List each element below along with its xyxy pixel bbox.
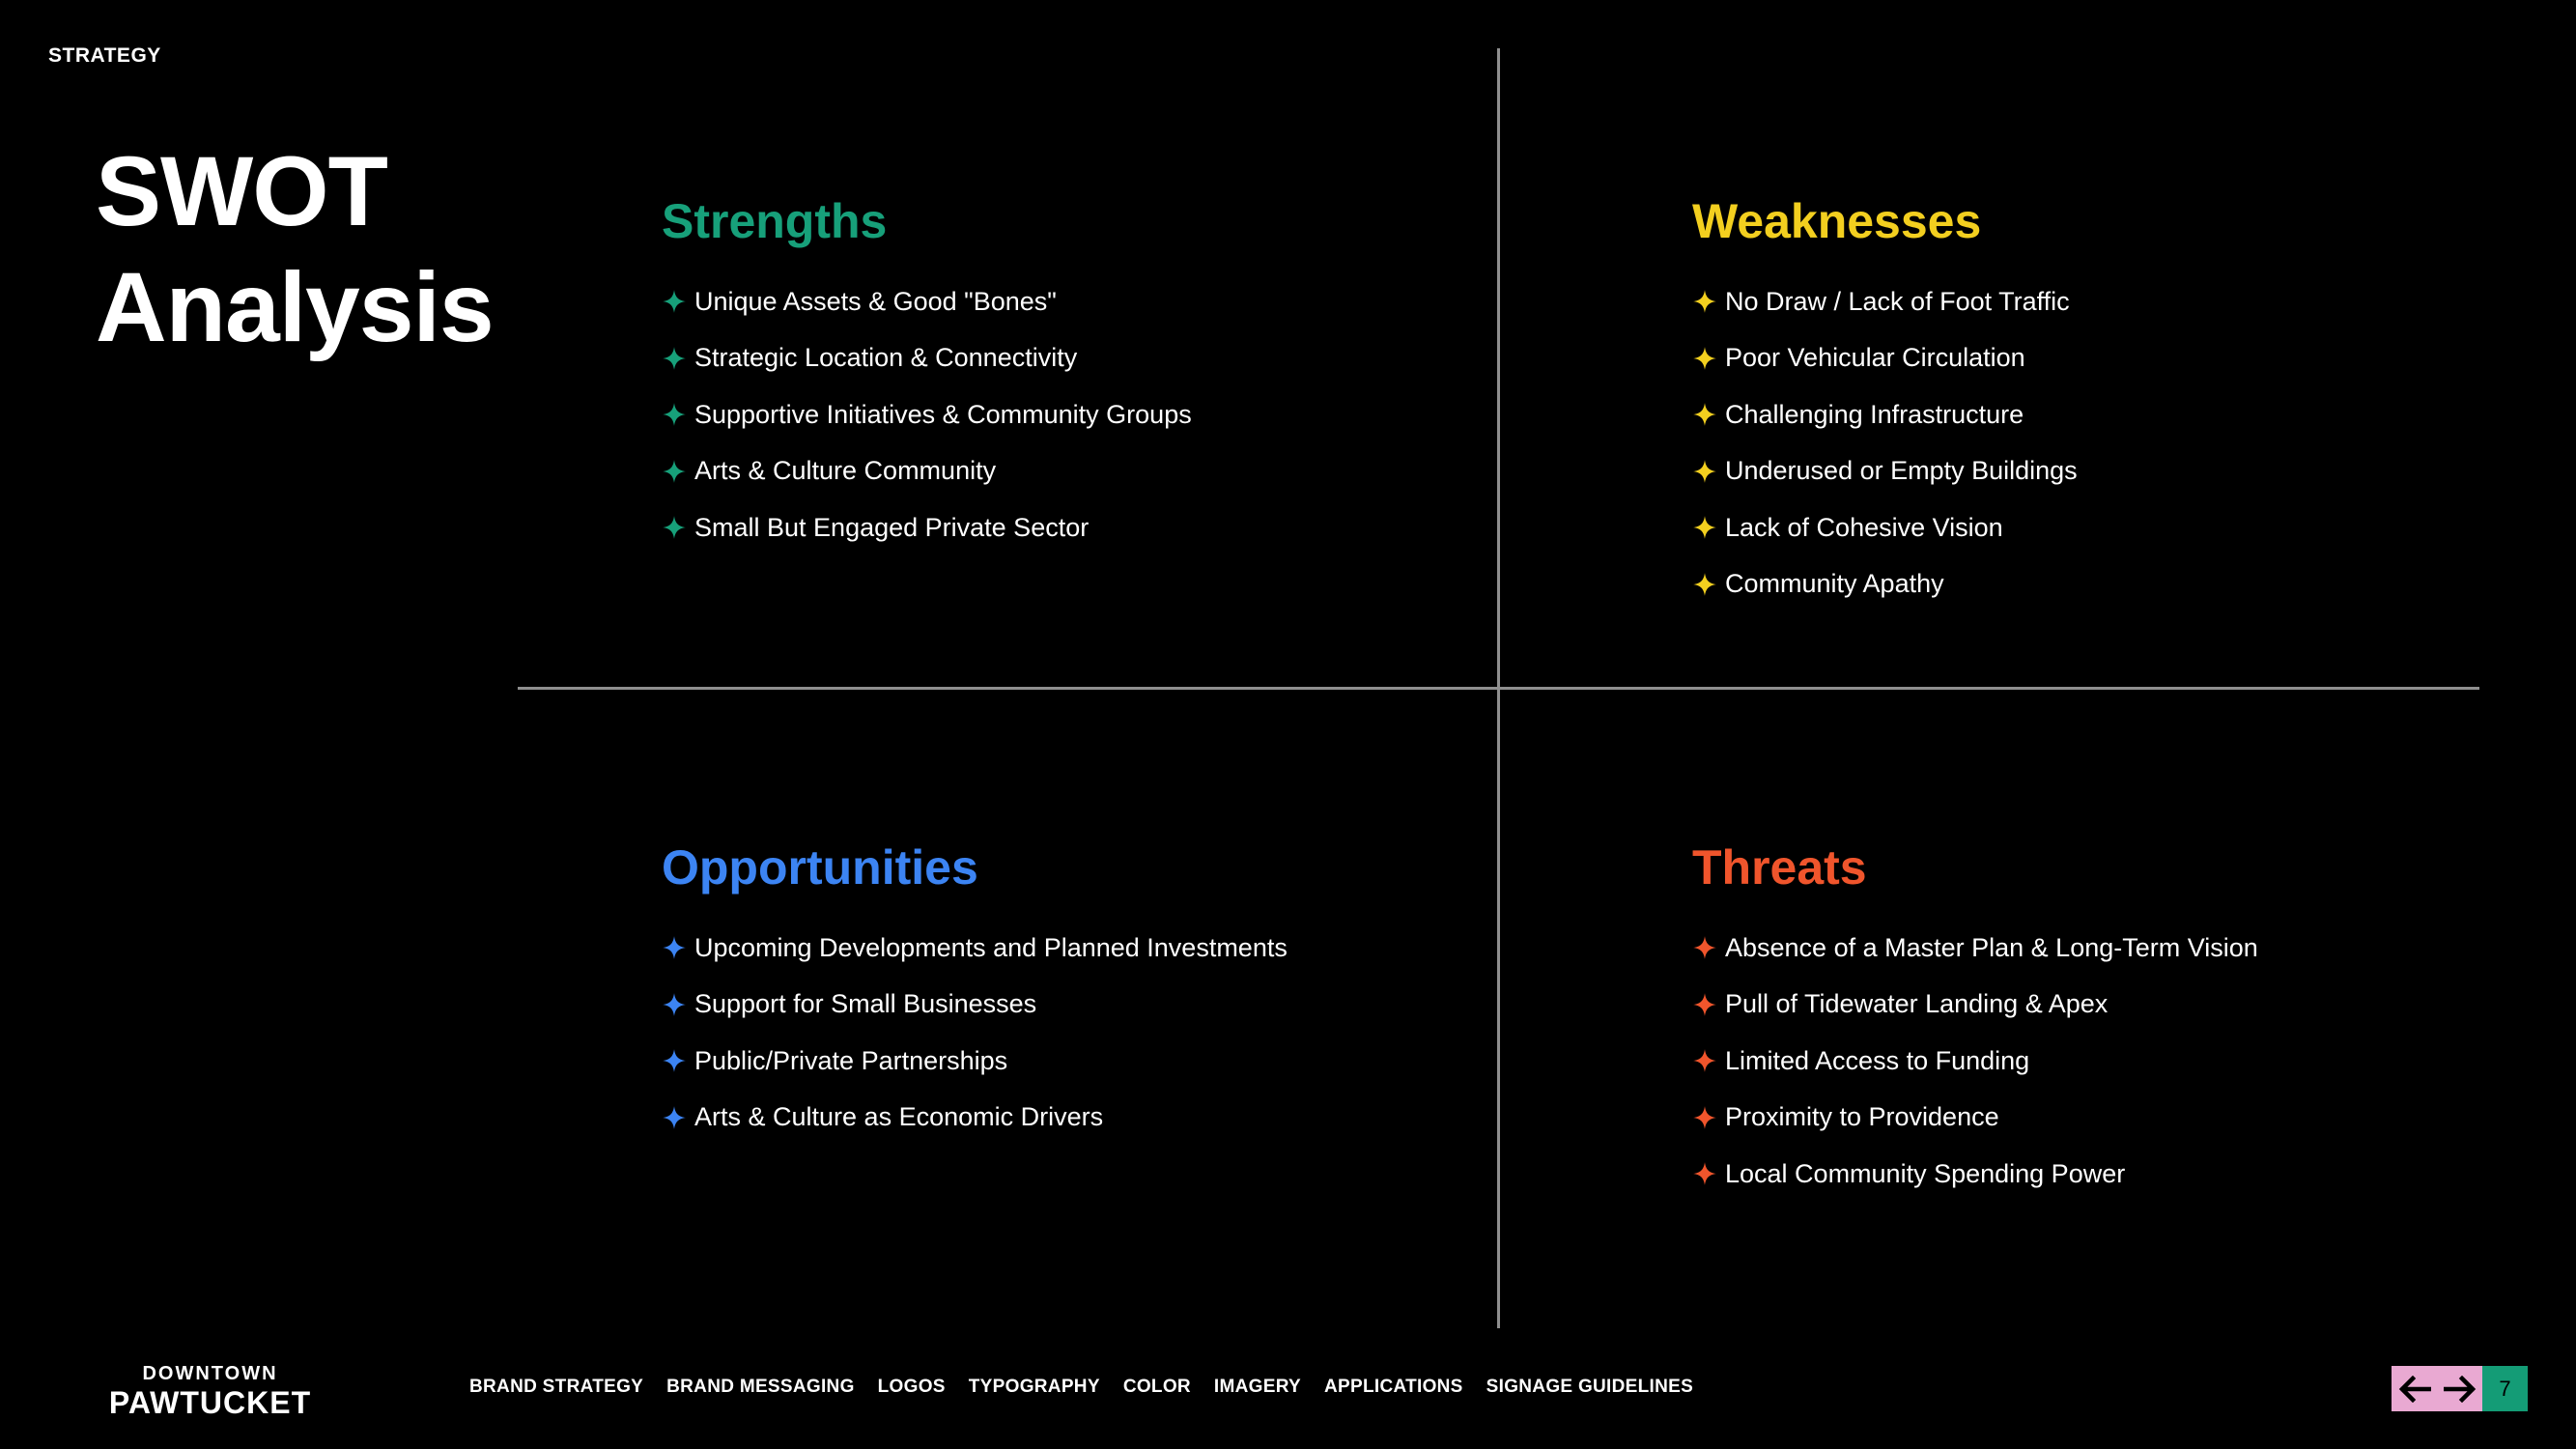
- list-item: [662, 273, 1192, 330]
- list-item-text: Limited Access to Funding: [1725, 1045, 2030, 1075]
- list-item-text: Lack of Cohesive Vision: [1725, 512, 2003, 542]
- list-item-text: Strategic Location & Connectivity: [694, 343, 1078, 373]
- opportunities-list: [662, 920, 1288, 1146]
- list-item-text: Arts & Culture Community: [694, 456, 997, 486]
- strengths-title: Strengths: [662, 194, 888, 248]
- threats-list: [1692, 920, 2258, 1203]
- page-title-line2: Analysis: [96, 252, 494, 362]
- sparkle-star-icon: [1692, 1161, 1717, 1186]
- sparkle-star-icon: [662, 992, 687, 1017]
- sparkle-star-icon: [662, 346, 687, 371]
- page-title: [96, 133, 494, 365]
- sparkle-star-icon: [662, 1105, 687, 1130]
- sparkle-star-icon: [1692, 289, 1717, 314]
- list-item-text: Supportive Initiatives & Community Groups: [694, 399, 1192, 429]
- list-item-text: Public/Private Partnerships: [694, 1045, 1008, 1075]
- list-item-text: No Draw / Lack of Foot Traffic: [1725, 286, 2070, 316]
- section-label: STRATEGY: [48, 44, 161, 67]
- strengths-list: [662, 273, 1192, 556]
- sparkle-star-icon: [662, 459, 687, 484]
- list-item: [1692, 920, 2258, 977]
- list-item-text: Local Community Spending Power: [1725, 1158, 2126, 1188]
- sparkle-star-icon: [1692, 935, 1717, 960]
- horizontal-divider: [518, 687, 2479, 690]
- nav-brand-strategy[interactable]: BRAND STRATEGY: [469, 1377, 644, 1397]
- sparkle-star-icon: [1692, 515, 1717, 540]
- list-item: [1692, 1090, 2258, 1147]
- next-page-button[interactable]: [2437, 1366, 2482, 1411]
- weaknesses-list: [1692, 273, 2078, 612]
- list-item: [662, 1033, 1288, 1090]
- list-item-text: Community Apathy: [1725, 569, 1944, 599]
- page-title-line1: SWOT: [96, 136, 387, 246]
- list-item-text: Proximity to Providence: [1725, 1102, 1999, 1132]
- arrow-left-icon: [2398, 1376, 2431, 1403]
- nav-signage-guidelines[interactable]: SIGNAGE GUIDELINES: [1486, 1377, 1694, 1397]
- sparkle-star-icon: [662, 935, 687, 960]
- prev-page-button[interactable]: [2392, 1366, 2437, 1411]
- logo-big-text: PAWTUCKET: [108, 1385, 312, 1420]
- opportunities-quadrant: [662, 837, 1288, 1146]
- sparkle-star-icon: [1692, 346, 1717, 371]
- sparkle-star-icon: [662, 402, 687, 427]
- nav-imagery[interactable]: IMAGERY: [1213, 1377, 1301, 1397]
- list-item: [662, 386, 1192, 443]
- sparkle-star-icon: [662, 289, 687, 314]
- nav-brand-messaging[interactable]: BRAND MESSAGING: [666, 1377, 855, 1397]
- list-item-text: Poor Vehicular Circulation: [1725, 343, 2025, 373]
- weaknesses-quadrant: [1692, 190, 2078, 612]
- pager: [2392, 1366, 2528, 1411]
- list-item: [1692, 386, 2078, 443]
- nav-applications[interactable]: APPLICATIONS: [1324, 1377, 1463, 1397]
- strengths-quadrant: [662, 190, 1192, 556]
- downtown-pawtucket-logo[interactable]: [97, 1362, 324, 1420]
- weaknesses-title: Weaknesses: [1692, 194, 1982, 248]
- threats-quadrant: [1692, 837, 2258, 1203]
- list-item-text: Unique Assets & Good "Bones": [694, 286, 1057, 316]
- nav-color[interactable]: COLOR: [1122, 1377, 1191, 1397]
- list-item-text: Absence of a Master Plan & Long-Term Vision: [1725, 932, 2258, 962]
- list-item: [1692, 1146, 2258, 1203]
- arrow-right-icon: [2444, 1376, 2477, 1403]
- list-item: [1692, 977, 2258, 1034]
- sparkle-star-icon: [662, 1048, 687, 1073]
- list-item: [1692, 443, 2078, 500]
- list-item: [662, 920, 1288, 977]
- list-item-text: Challenging Infrastructure: [1725, 399, 2024, 429]
- sparkle-star-icon: [1692, 572, 1717, 597]
- opportunities-title: Opportunities: [662, 840, 978, 895]
- sparkle-star-icon: [662, 515, 687, 540]
- list-item-text: Arts & Culture as Economic Drivers: [694, 1102, 1104, 1132]
- list-item: [1692, 273, 2078, 330]
- logo-small-text: DOWNTOWN: [142, 1363, 278, 1384]
- sparkle-star-icon: [1692, 459, 1717, 484]
- list-item: [662, 977, 1288, 1034]
- list-item: [662, 443, 1192, 500]
- list-item-text: Upcoming Developments and Planned Investments: [694, 932, 1288, 962]
- list-item-text: Pull of Tidewater Landing & Apex: [1725, 989, 2109, 1019]
- sparkle-star-icon: [1692, 402, 1717, 427]
- bottom-nav: [469, 1377, 1693, 1398]
- threats-title: Threats: [1692, 840, 1867, 895]
- list-item: [662, 330, 1192, 387]
- list-item-text: Small But Engaged Private Sector: [694, 512, 1090, 542]
- list-item: [662, 499, 1192, 556]
- page-number: 7: [2482, 1366, 2528, 1411]
- list-item: [1692, 556, 2078, 613]
- list-item-text: Support for Small Businesses: [694, 989, 1037, 1019]
- sparkle-star-icon: [1692, 1048, 1717, 1073]
- nav-logos[interactable]: LOGOS: [877, 1377, 946, 1397]
- sparkle-star-icon: [1692, 1105, 1717, 1130]
- list-item: [1692, 1033, 2258, 1090]
- list-item: [1692, 499, 2078, 556]
- list-item-text: Underused or Empty Buildings: [1725, 456, 2078, 486]
- nav-typography[interactable]: TYPOGRAPHY: [968, 1377, 1100, 1397]
- list-item: [1692, 330, 2078, 387]
- sparkle-star-icon: [1692, 992, 1717, 1017]
- list-item: [662, 1090, 1288, 1147]
